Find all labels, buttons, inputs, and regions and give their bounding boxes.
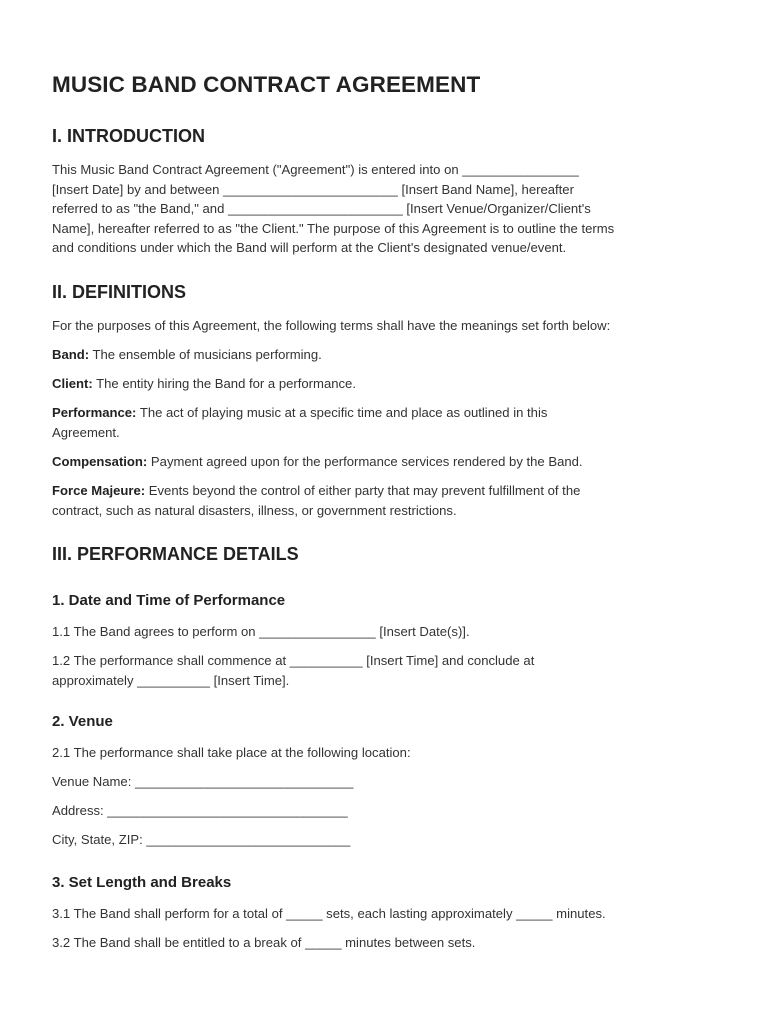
intro-heading: I. INTRODUCTION — [52, 126, 205, 146]
venue-heading: 2. Venue — [52, 713, 113, 730]
clause-1-2-line-2: approximately __________ [Insert Time]. — [52, 672, 290, 688]
intro-line-5: and conditions under which the Band will perform at the Client's designated venue/event. — [52, 240, 567, 256]
venue-city-field: City, State, ZIP: ____________________________ — [52, 832, 351, 847]
definition-text-cont: Agreement. — [52, 424, 120, 440]
definition-term: Compensation: — [52, 454, 148, 469]
definitions-heading: II. DEFINITIONS — [52, 282, 187, 302]
definition-text: The ensemble of musicians performing. — [89, 347, 322, 362]
intro-line-1: This Music Band Contract Agreement ("Agreement") is entered into on ________________ — [52, 162, 579, 177]
definition-term: Force Majeure: — [52, 483, 146, 498]
definition-text: The act of playing music at a specific time and place as outlined in this — [136, 405, 548, 420]
venue-name-field: Venue Name: ______________________________ — [52, 774, 354, 789]
definition-text: Events beyond the control of either party that may prevent fulfillment of the — [145, 483, 581, 498]
clause-3-1: 3.1 The Band shall perform for a total of _____ sets, each lasting approximately _____ minutes. — [52, 906, 606, 921]
definition-text: The entity hiring the Band for a performance. — [92, 376, 356, 391]
venue-address-field: Address: _________________________________ — [52, 803, 348, 818]
set-heading: 3. Set Length and Breaks — [52, 874, 232, 891]
intro-line-3: referred to as "the Band," and ________________________ [Insert Venue/Organizer/Client's — [52, 201, 591, 217]
clause-2-1: 2.1 The performance shall take place at the following location: — [52, 745, 411, 760]
definitions-lead: For the purposes of this Agreement, the following terms shall have the meanings set forth below: — [52, 318, 611, 333]
definition-term: Band: — [52, 347, 90, 362]
datetime-heading: 1. Date and Time of Performance — [52, 592, 286, 609]
intro-paragraph — [52, 160, 724, 258]
intro-line-4: Name], hereafter referred to as "the Client." The purpose of this Agreement is to outline the terms — [52, 220, 615, 236]
definition-force-majeure — [52, 481, 724, 520]
performance-heading: III. PERFORMANCE DETAILS — [52, 544, 299, 564]
definition-term: Performance: — [52, 405, 137, 420]
definition-term: Client: — [52, 376, 93, 391]
definition-text: Payment agreed upon for the performance services rendered by the Band. — [147, 454, 583, 469]
clause-3-2: 3.2 The Band shall be entitled to a break of _____ minutes between sets. — [52, 935, 476, 950]
clause-1-1: 1.1 The Band agrees to perform on ________________ [Insert Date(s)]. — [52, 624, 470, 639]
document-title: MUSIC BAND CONTRACT AGREEMENT — [52, 72, 481, 97]
definition-band — [52, 345, 724, 365]
definition-text-cont: contract, such as natural disasters, illness, or government restrictions. — [52, 502, 457, 518]
clause-1-2-line-1: 1.2 The performance shall commence at __________ [Insert Time] and conclude at — [52, 653, 535, 668]
definition-performance — [52, 403, 724, 442]
definition-compensation — [52, 452, 724, 472]
definition-client — [52, 374, 724, 394]
intro-line-2: [Insert Date] by and between ________________________ [Insert Band Name], hereafter — [52, 181, 574, 197]
